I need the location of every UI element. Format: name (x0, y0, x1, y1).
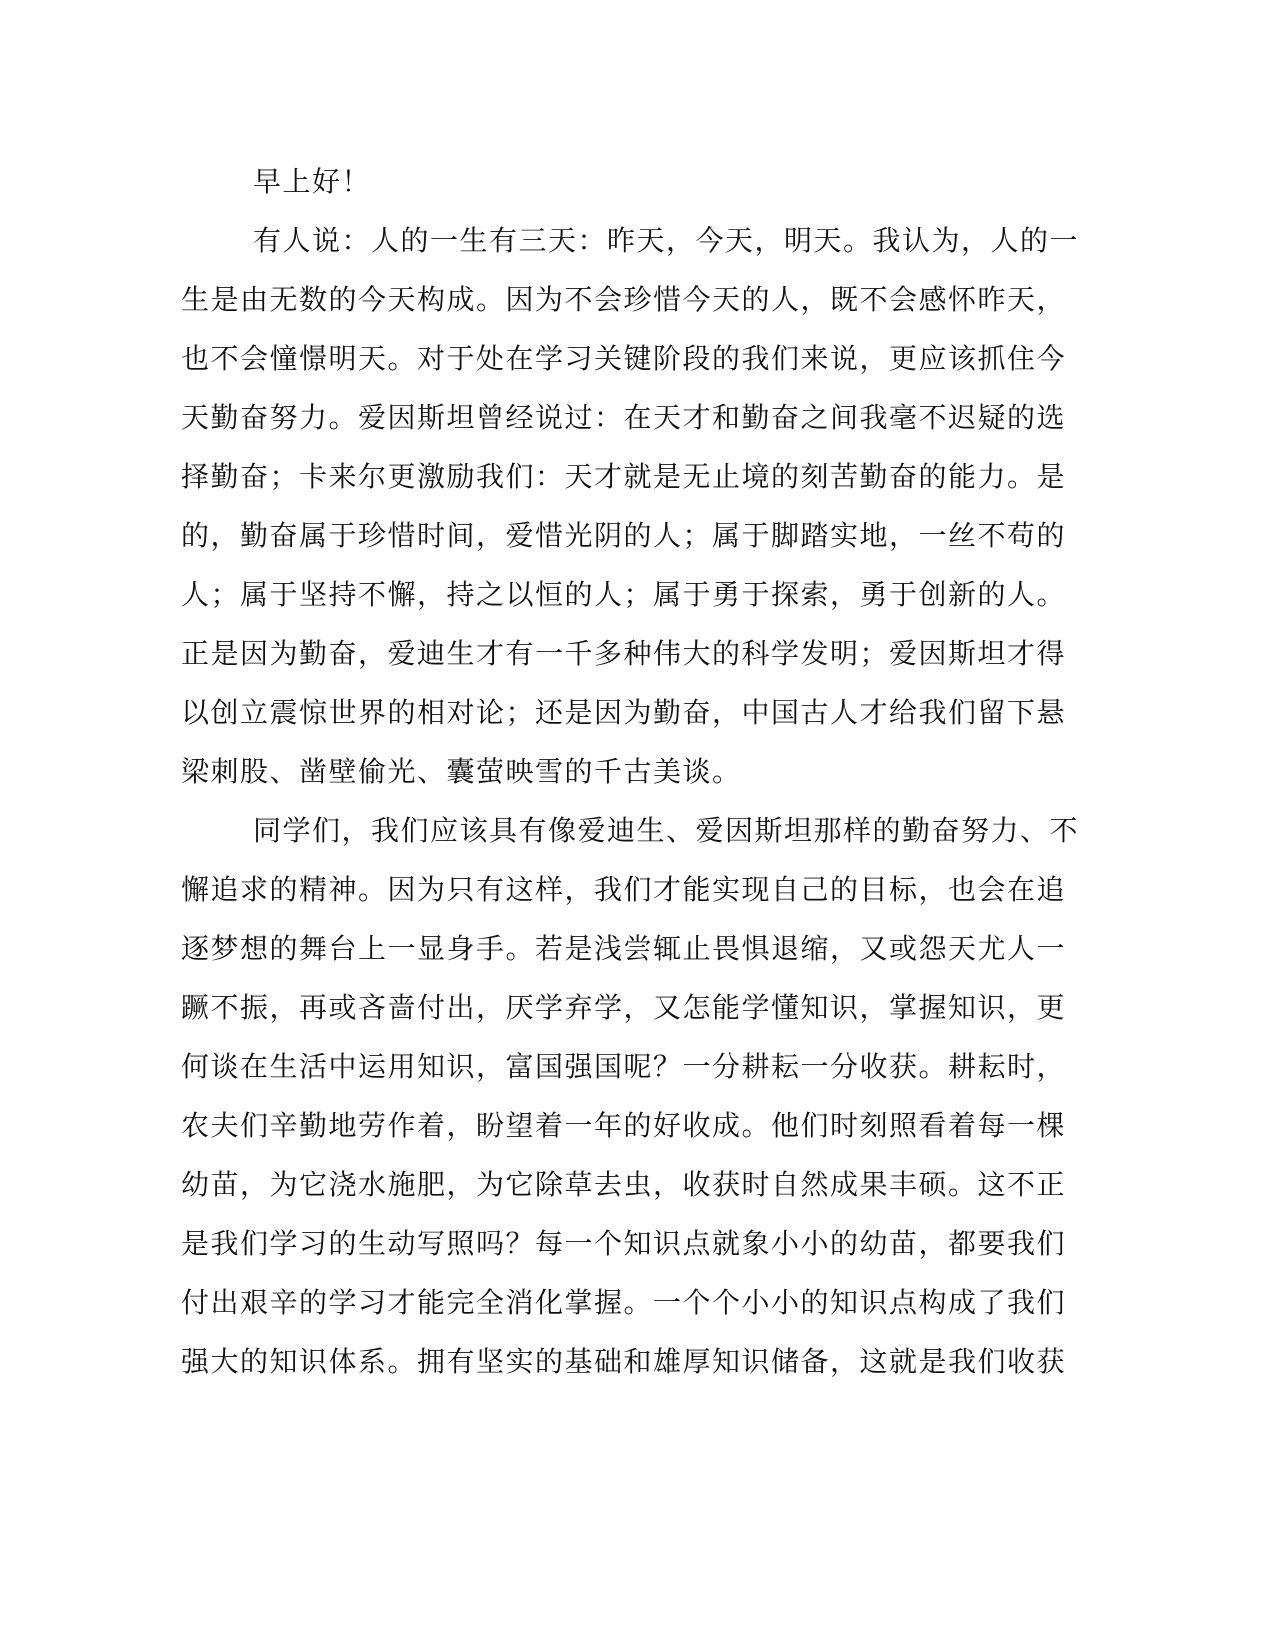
text-line: 何谈在生活中运用知识，富国强国呢？一分耕耘一分收获。耕耘时， (181, 1050, 1067, 1083)
text-line: 生是由无数的今天构成。因为不会珍惜今天的人，既不会感怀昨天， (181, 283, 1067, 316)
text-line: 以创立震惊世界的相对论；还是因为勤奋，中国古人才给我们留下悬 (181, 696, 1067, 729)
text-line: 也不会憧憬明天。对于处在学习关键阶段的我们来说，更应该抓住今 (181, 342, 1067, 375)
text-line: 同学们，我们应该具有像爱迪生、爱因斯坦那样的勤奋努力、不 (253, 814, 1080, 847)
text-line: 择勤奋；卡来尔更激励我们：天才就是无止境的刻苦勤奋的能力。是 (181, 460, 1067, 493)
text-line: 梁刺股、凿壁偷光、囊萤映雪的千古美谈。 (181, 755, 742, 788)
text-line: 正是因为勤奋，爱迪生才有一千多种伟大的科学发明；爱因斯坦才得 (181, 637, 1067, 670)
text-line: 的，勤奋属于珍惜时间，爱惜光阴的人；属于脚踏实地，一丝不苟的 (181, 519, 1067, 552)
text-line: 农夫们辛勤地劳作着，盼望着一年的好收成。他们时刻照看着每一棵 (181, 1109, 1067, 1142)
text-line: 逐梦想的舞台上一显身手。若是浅尝辄止畏惧退缩，又或怨天尤人一 (181, 932, 1067, 965)
text-line: 付出艰辛的学习才能完全消化掌握。一个个小小的知识点构成了我们 (181, 1286, 1067, 1319)
text-line: 天勤奋努力。爱因斯坦曾经说过：在天才和勤奋之间我毫不迟疑的选 (181, 401, 1067, 434)
text-line: 懈追求的精神。因为只有这样，我们才能实现自己的目标，也会在追 (181, 873, 1067, 906)
text-line: 人；属于坚持不懈，持之以恒的人；属于勇于探索，勇于创新的人。 (181, 578, 1067, 611)
text-line: 有人说：人的一生有三天：昨天，今天，明天。我认为，人的一 (253, 224, 1080, 257)
text-line: 是我们学习的生动写照吗？每一个知识点就象小小的幼苗，都要我们 (181, 1227, 1067, 1260)
text-line: 幼苗，为它浇水施肥，为它除草去虫，收获时自然成果丰硕。这不正 (181, 1168, 1067, 1201)
greeting-line: 早上好！ (253, 165, 372, 198)
text-line: 强大的知识体系。拥有坚实的基础和雄厚知识储备，这就是我们收获 (181, 1345, 1067, 1378)
text-line: 蹶不振，再或吝啬付出，厌学弃学，又怎能学懂知识，掌握知识，更 (181, 991, 1067, 1024)
